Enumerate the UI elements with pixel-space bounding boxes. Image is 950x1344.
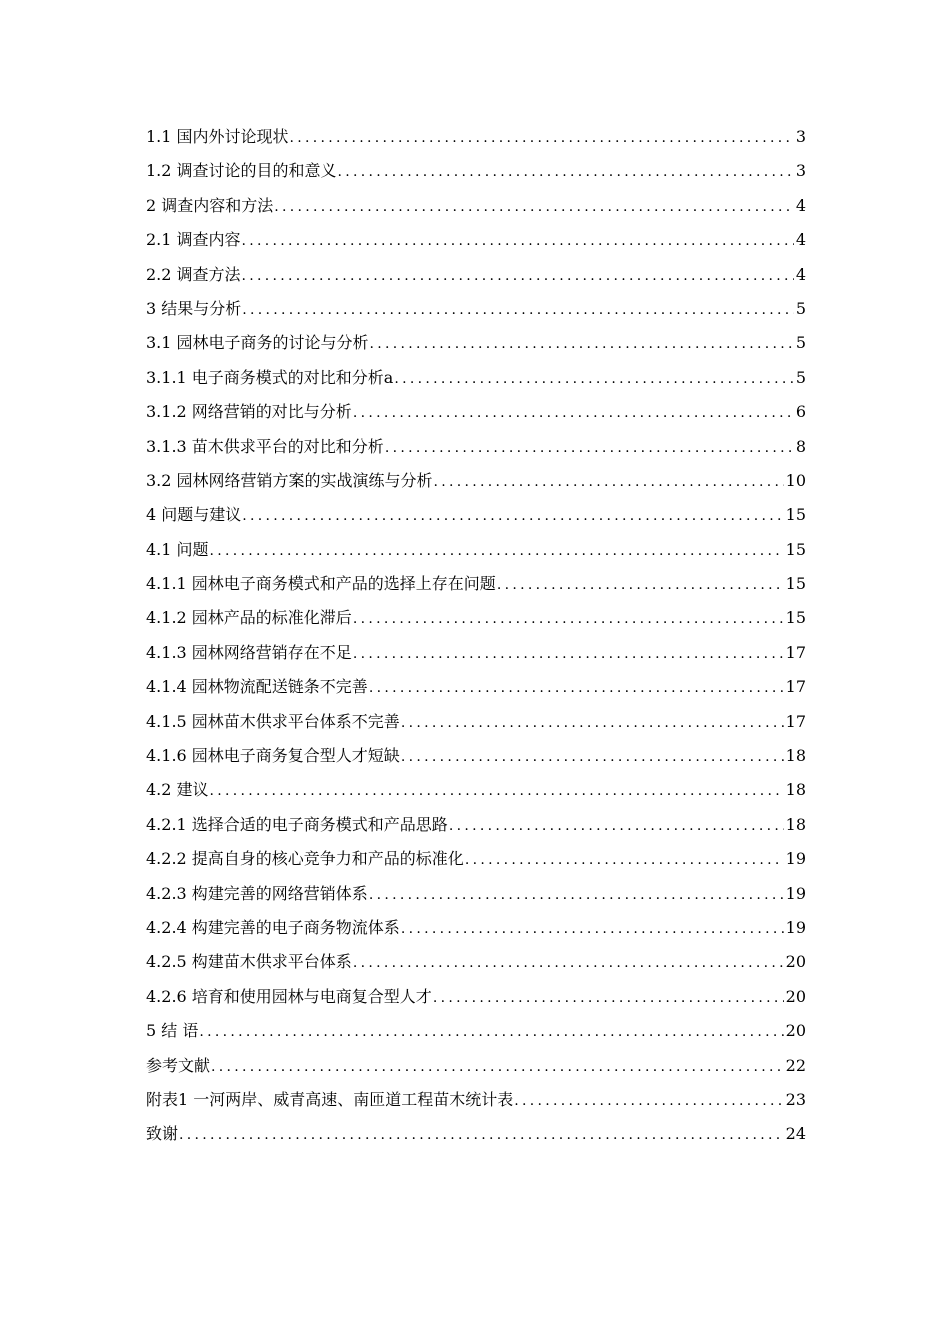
toc-entry-title: 2 调查内容和方法 — [146, 195, 274, 215]
toc-entry-title: 4.2.2 提高自身的核心竞争力和产品的标准化 — [146, 849, 464, 869]
toc-entry-page-number: 15 — [785, 574, 806, 594]
toc-dot-leader — [514, 1084, 783, 1118]
toc-entry-title: 参考文献 — [146, 1055, 211, 1075]
toc-dot-leader — [353, 946, 784, 980]
toc-entry-page-number: 18 — [785, 814, 806, 834]
toc-entry — [146, 842, 806, 876]
toc-entry-title: 致谢 — [146, 1124, 179, 1144]
toc-entry-page-number: 18 — [785, 780, 806, 800]
toc-entry — [146, 877, 806, 911]
toc-entry-title: 4.2.1 选择合适的电子商务模式和产品思路 — [146, 814, 448, 834]
toc-entry — [146, 1014, 806, 1048]
toc-entry-title: 4.2.3 构建完善的网络营销体系 — [146, 883, 368, 903]
toc-entry — [146, 292, 806, 326]
toc-dot-leader — [290, 121, 794, 155]
toc-dot-leader — [370, 327, 794, 361]
toc-entry — [146, 1083, 806, 1117]
toc-entry — [146, 533, 806, 567]
toc-entry-page-number: 8 — [795, 436, 806, 456]
toc-entry — [146, 808, 806, 842]
toc-entry-page-number: 19 — [785, 849, 806, 869]
toc-entry-title: 2.1 调查内容 — [146, 230, 241, 250]
toc-entry — [146, 773, 806, 807]
toc-entry-title: 4.2.6 培育和使用园林与电商复合型人才 — [146, 986, 432, 1006]
toc-dot-leader — [353, 602, 784, 636]
toc-dot-leader — [211, 1050, 784, 1084]
toc-dot-leader — [353, 637, 784, 671]
toc-entry-title: 4.2 建议 — [146, 780, 209, 800]
toc-entry — [146, 120, 806, 154]
toc-entry-page-number: 6 — [795, 402, 806, 422]
toc-dot-leader — [401, 706, 784, 740]
toc-entry-title: 4.1.6 园林电子商务复合型人才短缺 — [146, 746, 400, 766]
toc-entry-page-number: 20 — [785, 986, 806, 1006]
toc-dot-leader — [434, 465, 784, 499]
toc-entry — [146, 980, 806, 1014]
toc-entry — [146, 154, 806, 188]
toc-entry-page-number: 17 — [785, 711, 806, 731]
toc-dot-leader — [497, 568, 784, 602]
toc-entry-page-number: 22 — [785, 1055, 806, 1075]
toc-entry — [146, 223, 806, 257]
toc-entry-page-number: 17 — [785, 677, 806, 697]
toc-entry — [146, 636, 806, 670]
toc-dot-leader — [242, 499, 783, 533]
toc-entry — [146, 189, 806, 223]
toc-entry — [146, 464, 806, 498]
toc-entry — [146, 498, 806, 532]
toc-entry-title: 4.1.4 园林物流配送链条不完善 — [146, 677, 368, 697]
toc-dot-leader — [274, 190, 794, 224]
toc-entry — [146, 430, 806, 464]
toc-dot-leader — [449, 809, 784, 843]
toc-entry — [146, 1117, 806, 1151]
toc-dot-leader — [210, 774, 784, 808]
toc-entry-page-number: 4 — [795, 230, 806, 250]
toc-dot-leader — [401, 912, 784, 946]
toc-entry — [146, 945, 806, 979]
toc-dot-leader — [433, 981, 784, 1015]
toc-dot-leader — [242, 259, 794, 293]
toc-entry-title: 4.1.5 园林苗木供求平台体系不完善 — [146, 711, 400, 731]
toc-entry-page-number: 5 — [795, 298, 806, 318]
toc-entry — [146, 326, 806, 360]
toc-entry-page-number: 3 — [795, 161, 806, 181]
toc-entry — [146, 705, 806, 739]
toc-dot-leader — [353, 396, 794, 430]
toc-entry-page-number: 4 — [795, 195, 806, 215]
toc-entry-page-number: 15 — [785, 539, 806, 559]
toc-dot-leader — [199, 1015, 783, 1049]
toc-entry-title: 4.2.5 构建苗木供求平台体系 — [146, 952, 352, 972]
toc-entry-title: 3.2 园林网络营销方案的实战演练与分析 — [146, 470, 433, 490]
toc-dot-leader — [242, 293, 794, 327]
toc-entry — [146, 567, 806, 601]
toc-entry-title: 3.1.1 电子商务模式的对比和分析a — [146, 367, 394, 387]
toc-entry-title: 3 结果与分析 — [146, 298, 242, 318]
toc-entry-title: 附表1 一河两岸、威青高速、南匝道工程苗木统计表 — [146, 1089, 514, 1109]
toc-entry — [146, 1049, 806, 1083]
toc-entry-page-number: 19 — [785, 917, 806, 937]
toc-entry — [146, 395, 806, 429]
toc-entry-title: 5 结 语 — [146, 1021, 199, 1041]
toc-entry-title: 4.1.3 园林网络营销存在不足 — [146, 642, 352, 662]
toc-entry-title: 3.1 园林电子商务的讨论与分析 — [146, 333, 369, 353]
toc-dot-leader — [385, 431, 794, 465]
toc-entry — [146, 911, 806, 945]
toc-entry — [146, 739, 806, 773]
toc-entry-title: 4.2.4 构建完善的电子商务物流体系 — [146, 917, 400, 937]
toc-entry-page-number: 20 — [785, 1021, 806, 1041]
toc-entry — [146, 601, 806, 635]
toc-entry-page-number: 20 — [785, 952, 806, 972]
toc-dot-leader — [369, 878, 784, 912]
toc-entry-page-number: 3 — [795, 127, 806, 146]
toc-dot-leader — [210, 534, 784, 568]
toc-entry-page-number: 15 — [785, 505, 806, 525]
toc-entry-title: 4.1.1 园林电子商务模式和产品的选择上存在问题 — [146, 574, 496, 594]
toc-entry-title: 4.1 问题 — [146, 539, 209, 559]
toc-dot-leader — [179, 1118, 784, 1152]
toc-entry — [146, 670, 806, 704]
toc-entry-title: 1.2 调查讨论的目的和意义 — [146, 161, 337, 181]
toc-entry-page-number: 5 — [795, 333, 806, 353]
toc-dot-leader — [394, 362, 793, 396]
toc-entry-page-number: 15 — [785, 608, 806, 628]
toc-entry-title: 4.1.2 园林产品的标准化滞后 — [146, 608, 352, 628]
toc-entry-page-number: 23 — [785, 1089, 806, 1109]
toc-entry-page-number: 5 — [795, 367, 806, 387]
toc-entry-title: 1.1 国内外讨论现状 — [146, 127, 289, 146]
toc-entry-page-number: 18 — [785, 746, 806, 766]
toc-entry-title: 3.1.3 苗木供求平台的对比和分析 — [146, 436, 384, 456]
toc-dot-leader — [465, 843, 784, 877]
toc-entry-title: 3.1.2 网络营销的对比与分析 — [146, 402, 352, 422]
table-of-contents — [146, 120, 806, 1152]
toc-entry-page-number: 17 — [785, 642, 806, 662]
toc-entry-page-number: 24 — [785, 1124, 806, 1144]
toc-entry-page-number: 19 — [785, 883, 806, 903]
toc-entry-title: 2.2 调查方法 — [146, 264, 241, 284]
toc-dot-leader — [369, 671, 784, 705]
toc-entry — [146, 361, 806, 395]
toc-dot-leader — [242, 224, 794, 258]
toc-dot-leader — [401, 740, 784, 774]
toc-dot-leader — [338, 155, 794, 189]
toc-entry-page-number: 4 — [795, 264, 806, 284]
toc-entry-title: 4 问题与建议 — [146, 505, 242, 525]
toc-entry-page-number: 10 — [785, 470, 806, 490]
toc-entry — [146, 258, 806, 292]
